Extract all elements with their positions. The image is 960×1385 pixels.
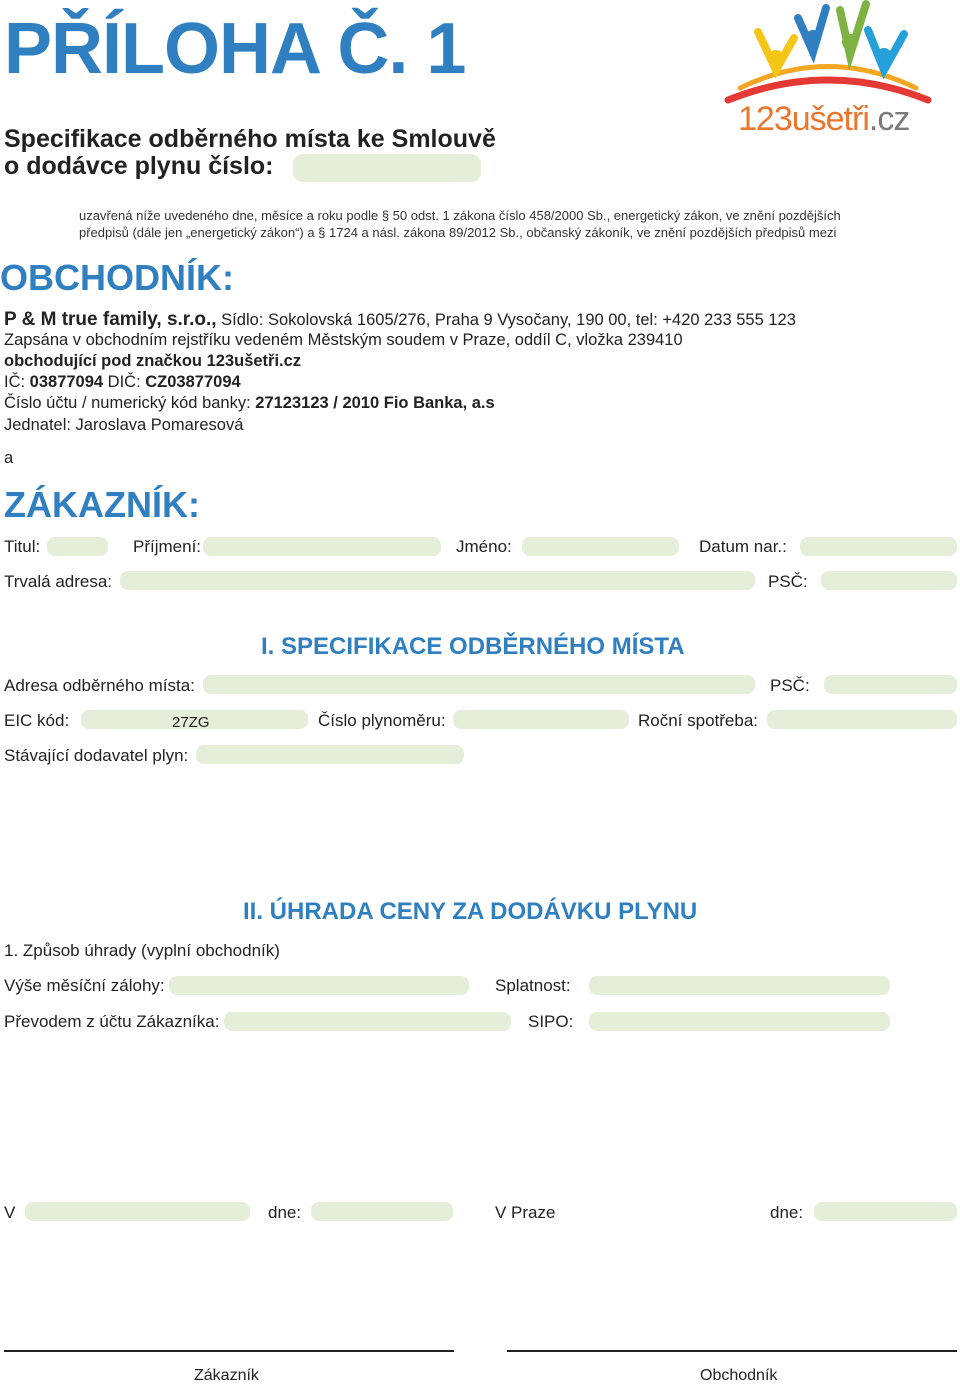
deposit-label: Výše měsíční zálohy:	[4, 976, 165, 995]
supplier-label: Stávající dodavatel plyn:	[4, 746, 189, 765]
merchant-ids: IČ: 03877094 DIČ: CZ03877094	[4, 373, 241, 391]
subtitle-line-2: o dodávce plynu číslo:	[4, 152, 274, 180]
merchant-seat: Sídlo: Sokolovská 1605/276, Praha 9 Vysočany, 190 00, tel: +420 233 555 123	[216, 311, 796, 329]
place-field[interactable]	[25, 1202, 250, 1221]
birth-field[interactable]	[800, 537, 957, 556]
titul-field[interactable]	[47, 537, 108, 556]
meter-field[interactable]	[453, 710, 629, 729]
intro-line-2: předpisů (dále jen „energetický zákon“) a § 1724 a násl. zákona 89/2012 Sb., občanský zákoník, ve znění pozdějších předpisů mezi	[79, 225, 837, 240]
conjunction: a	[4, 449, 14, 467]
name-field[interactable]	[522, 537, 679, 556]
consumption-label: Roční spotřeba:	[638, 711, 759, 730]
consumption-field[interactable]	[767, 710, 957, 729]
prague-date-field[interactable]	[814, 1202, 957, 1221]
date-field[interactable]	[311, 1202, 453, 1221]
supply-psc-field[interactable]	[824, 675, 957, 694]
merchant-signature-caption: Obchodník	[700, 1367, 778, 1384]
supply-psc-label: PSČ:	[770, 676, 810, 695]
section-1-heading: I. SPECIFIKACE ODBĚRNÉHO MÍSTA	[261, 633, 685, 660]
merchant-director: Jednatel: Jaroslava Pomaresová	[4, 416, 244, 434]
merchant-heading: OBCHODNÍK:	[0, 257, 234, 298]
page-title: PŘÍLOHA Č. 1	[4, 9, 466, 89]
customer-signature-caption: Zákazník	[194, 1367, 259, 1384]
supplier-field[interactable]	[196, 745, 464, 764]
due-label: Splatnost:	[495, 976, 571, 995]
logo-text: 123ušetři.cz	[738, 100, 910, 138]
merchant-register: Zapsána v obchodním rejstříku vedeném Městským soudem v Praze, oddíl C, vložka 239410	[4, 331, 683, 349]
surname-field[interactable]	[203, 537, 441, 556]
merchant-account: Číslo účtu / numerický kód banky: 27123123 / 2010 Fio Banka, a.s	[4, 394, 495, 412]
address-label: Trvalá adresa:	[4, 572, 113, 591]
subtitle-line-1: Specifikace odběrného místa ke Smlouvě	[4, 125, 496, 153]
prague-label: V Praze	[495, 1203, 556, 1222]
merchant-name: P & M true family, s.r.o.,	[4, 309, 217, 330]
sipo-field[interactable]	[589, 1012, 890, 1031]
intro-line-1: uzavřená níže uvedeného dne, měsíce a roku podle § 50 odst. 1 zákona číslo 458/2000 Sb., energetický zákon, ve znění pozdějších	[79, 208, 841, 223]
eic-label: EIC kód:	[4, 711, 70, 730]
merchant-signature-line[interactable]	[507, 1350, 957, 1352]
merchant-name-line	[4, 309, 796, 331]
surname-label: Příjmení:	[133, 537, 202, 556]
customer-psc-label: PSČ:	[768, 572, 808, 591]
customer-heading: ZÁKAZNÍK:	[4, 484, 200, 525]
place-label: V	[4, 1203, 16, 1222]
meter-label: Číslo plynoměru:	[318, 711, 446, 730]
address-field[interactable]	[120, 571, 755, 590]
customer-signature-line[interactable]	[4, 1350, 454, 1352]
eic-field[interactable]: 27ZG	[81, 710, 308, 729]
transfer-field[interactable]	[224, 1012, 511, 1031]
due-field[interactable]	[589, 976, 890, 995]
merchant-brand: obchodující pod značkou 123ušetři.cz	[4, 352, 302, 370]
transfer-label: Převodem z účtu Zákazníka:	[4, 1012, 220, 1031]
contract-number-field[interactable]	[293, 154, 481, 182]
prague-date-label: dne:	[770, 1203, 804, 1222]
section-2-heading: II. ÚHRADA CENY ZA DODÁVKU PLYNU	[243, 898, 698, 925]
date-label: dne:	[268, 1203, 302, 1222]
customer-psc-field[interactable]	[821, 571, 957, 590]
birth-label: Datum nar.:	[699, 537, 787, 556]
payment-method-label: 1. Způsob úhrady (vyplní obchodník)	[4, 941, 280, 960]
supply-address-label: Adresa odběrného místa:	[4, 676, 195, 695]
sipo-label: SIPO:	[528, 1012, 574, 1031]
deposit-field[interactable]	[169, 976, 469, 995]
supply-address-field[interactable]	[203, 675, 755, 694]
titul-label: Titul:	[4, 537, 41, 556]
name-label: Jméno:	[456, 537, 512, 556]
brand-logo	[718, 0, 938, 140]
